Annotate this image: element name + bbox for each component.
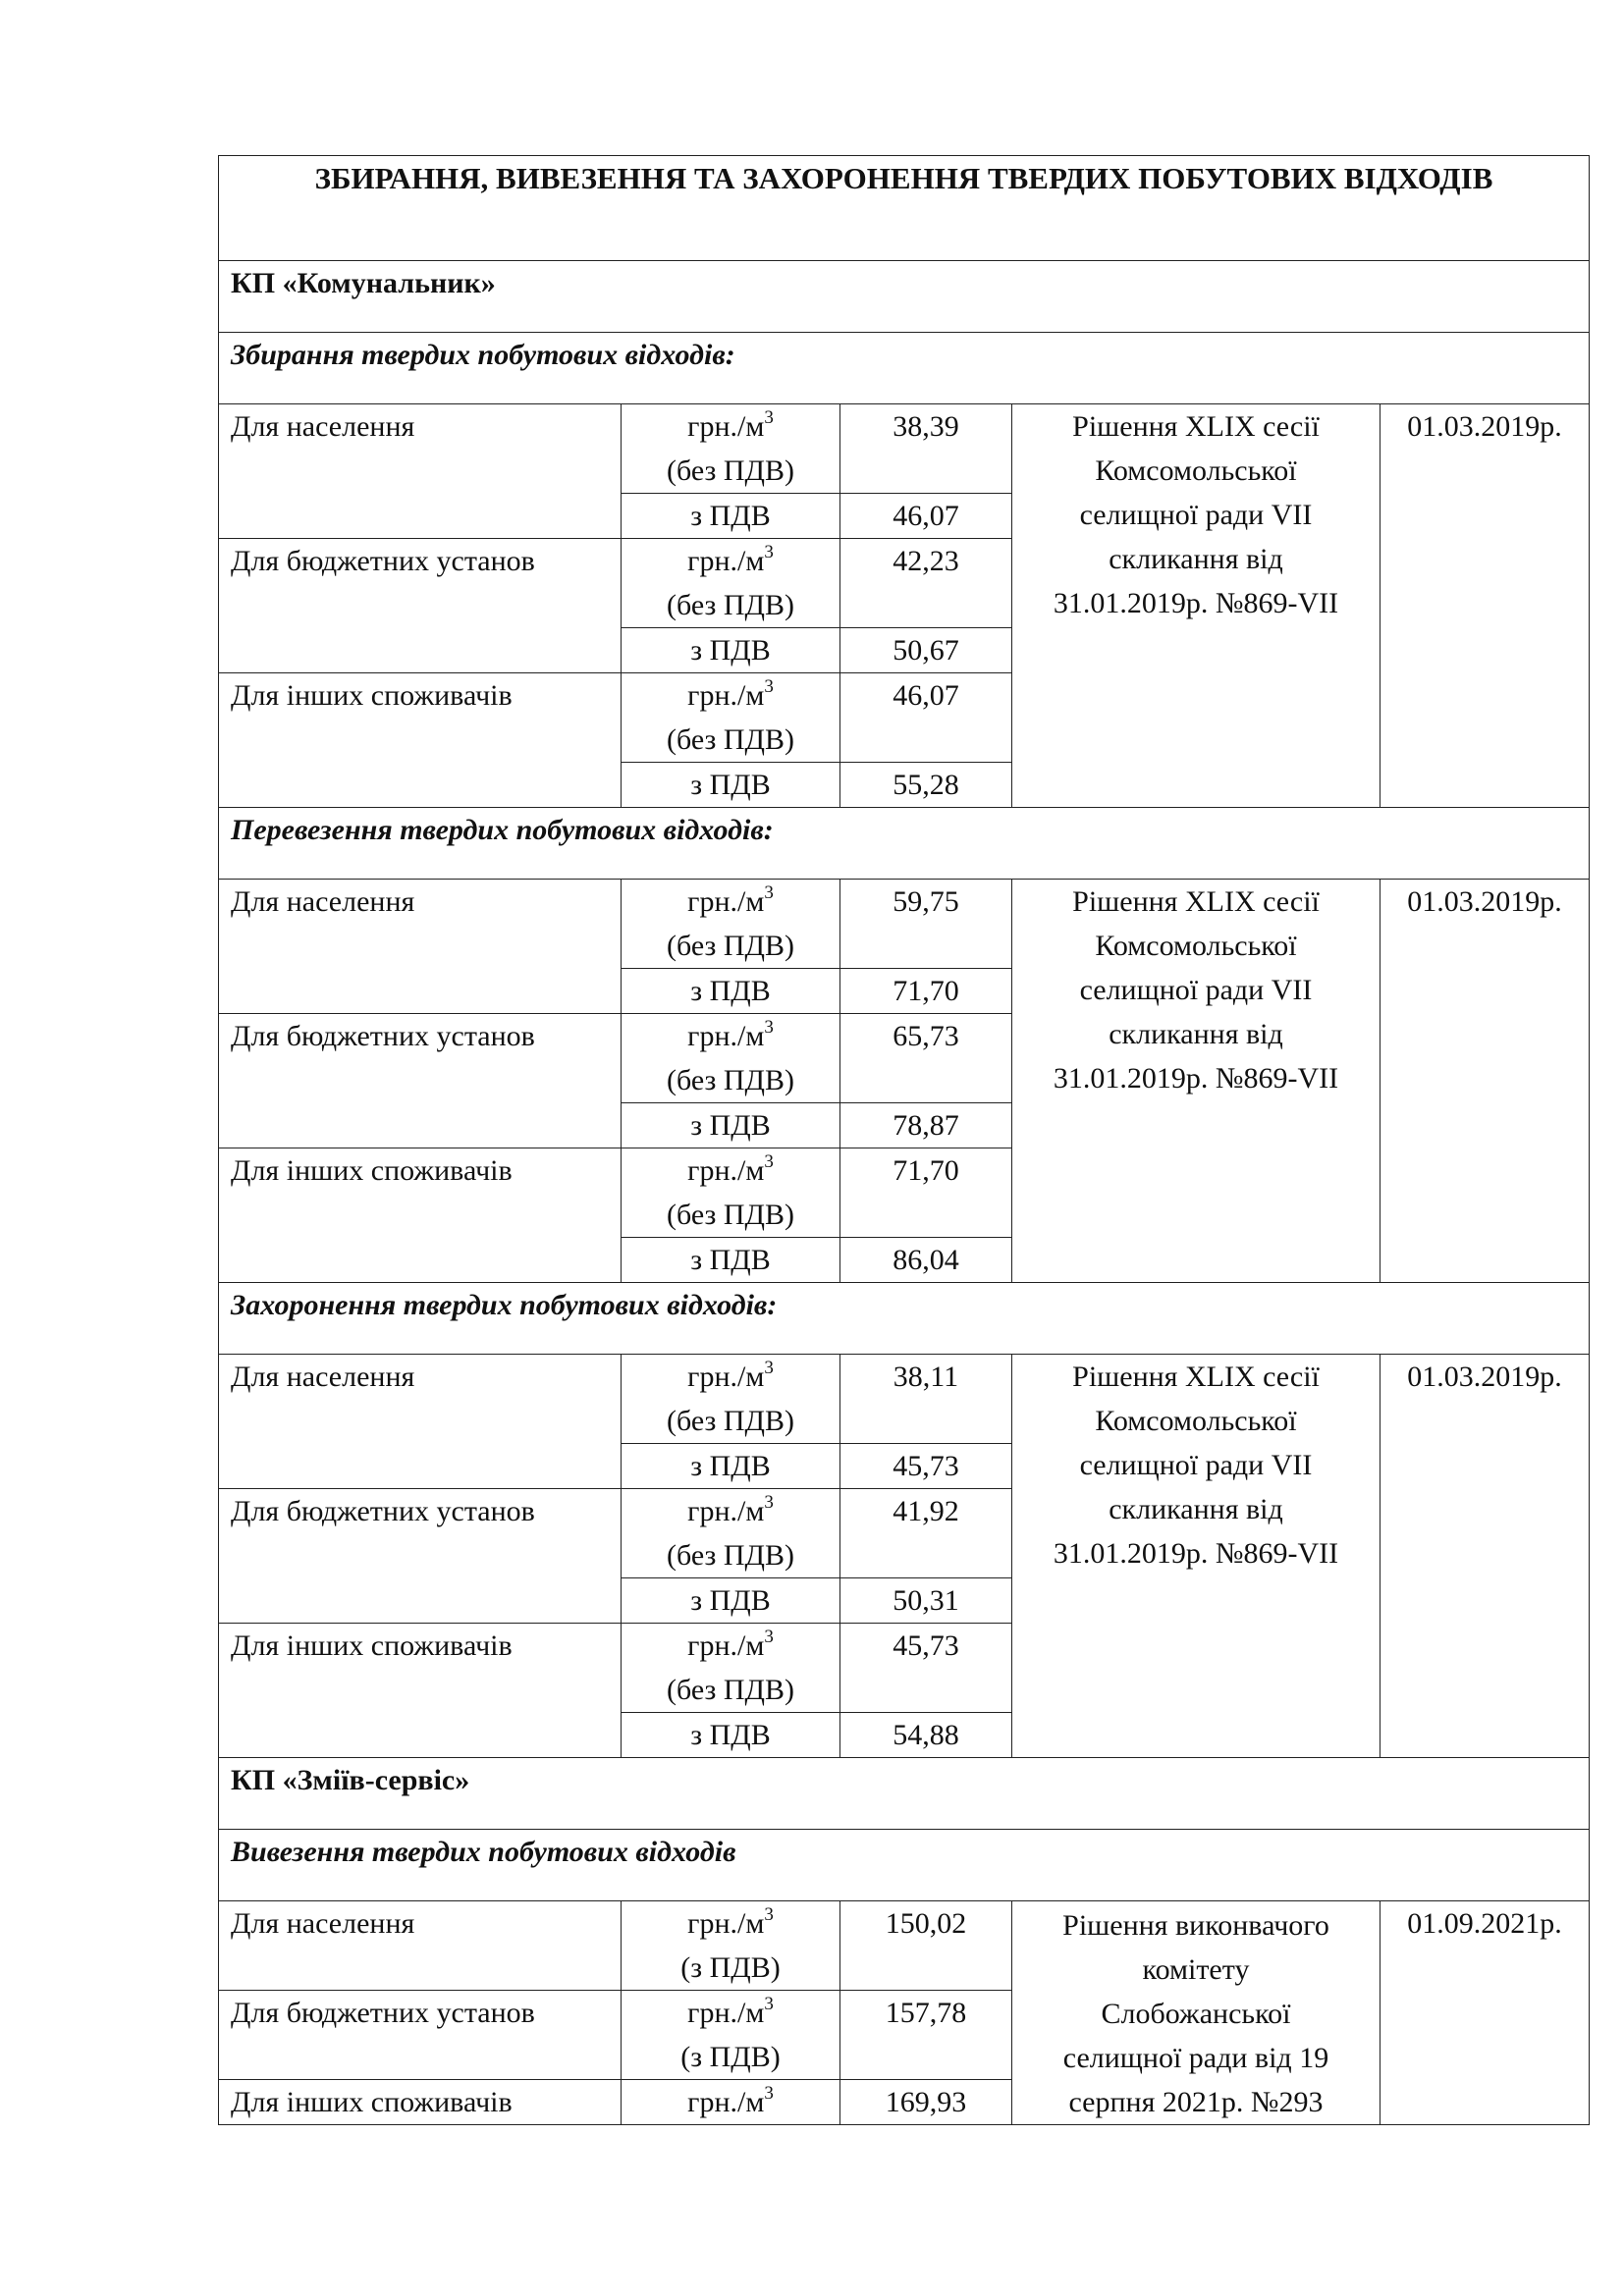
price-no-vat: 45,73 bbox=[840, 1624, 1012, 1713]
consumer-label: Для бюджетних установ bbox=[219, 1014, 622, 1148]
price-with-vat: 54,88 bbox=[840, 1713, 1012, 1758]
vat-label: з ПДВ bbox=[622, 1103, 840, 1148]
tariffs-table bbox=[218, 155, 1590, 2125]
consumer-label: Для населення bbox=[219, 404, 622, 539]
section-row bbox=[219, 1283, 1590, 1355]
price-no-vat: 59,75 bbox=[840, 880, 1012, 969]
unit-cell: $грн./м^3$ (без ПДВ) bbox=[622, 880, 840, 969]
unit-cell: $грн./м^3$ (без ПДВ) bbox=[622, 1148, 840, 1238]
price-with-vat: 157,78 bbox=[840, 1991, 1012, 2080]
effective-date: 01.03.2019р. bbox=[1380, 880, 1590, 1283]
table-title: ЗБИРАННЯ, ВИВЕЗЕННЯ ТА ЗАХОРОНЕННЯ ТВЕРДИХ ПОБУТОВИХ ВІДХОДІВ bbox=[219, 156, 1590, 261]
decision-cell: Рішення XLIX сесії Комсомольської селищної ради VII скликання від 31.01.2019р. №869-VII bbox=[1012, 404, 1380, 808]
price-no-vat: 42,23 bbox=[840, 539, 1012, 628]
price-no-vat: 46,07 bbox=[840, 673, 1012, 763]
consumer-label: Для населення bbox=[219, 880, 622, 1014]
consumer-label: Для населення bbox=[219, 1355, 622, 1489]
unit-cell: $грн./м^3$ (без ПДВ) bbox=[622, 673, 840, 763]
decision-cell: Рішення виконвачого комітету Слобожанської селищної ради від 19 серпня 2021р. №293 bbox=[1012, 1901, 1380, 2125]
org-name: КП «Зміїв-сервіс» bbox=[219, 1758, 1590, 1830]
price-with-vat: 78,87 bbox=[840, 1103, 1012, 1148]
unit-cell: $грн./м^3$ (без ПДВ) bbox=[622, 1014, 840, 1103]
section-title: Перевезення твердих побутових відходів: bbox=[219, 808, 1590, 880]
section-row bbox=[219, 333, 1590, 404]
unit-cell: $грн./м^3$ (з ПДВ) bbox=[622, 1991, 840, 2080]
vat-label: з ПДВ bbox=[622, 494, 840, 539]
price-with-vat: 46,07 bbox=[840, 494, 1012, 539]
vat-label: з ПДВ bbox=[622, 969, 840, 1014]
price-no-vat: 38,39 bbox=[840, 404, 1012, 494]
vat-label: з ПДВ bbox=[622, 1238, 840, 1283]
unit-cell: $грн./м^3$ (без ПДВ) bbox=[622, 539, 840, 628]
section-row bbox=[219, 808, 1590, 880]
unit-cell: $грн./м^3$ (без ПДВ) bbox=[622, 1489, 840, 1578]
decision-cell: Рішення XLIX сесії Комсомольської селищної ради VII скликання від 31.01.2019р. №869-VII bbox=[1012, 1355, 1380, 1758]
vat-label: з ПДВ bbox=[622, 763, 840, 808]
consumer-label: Для інших споживачів bbox=[219, 2080, 622, 2125]
effective-date: 01.09.2021р. bbox=[1380, 1901, 1590, 2125]
price-with-vat: 55,28 bbox=[840, 763, 1012, 808]
effective-date: 01.03.2019р. bbox=[1380, 1355, 1590, 1758]
vat-label: з ПДВ bbox=[622, 1444, 840, 1489]
price-no-vat: 71,70 bbox=[840, 1148, 1012, 1238]
table-row bbox=[219, 1355, 1590, 1444]
price-with-vat: 86,04 bbox=[840, 1238, 1012, 1283]
unit-cell: $грн./м^3$ (без ПДВ) bbox=[622, 404, 840, 494]
consumer-label: Для бюджетних установ bbox=[219, 1489, 622, 1624]
consumer-label: Для інших споживачів bbox=[219, 1624, 622, 1758]
vat-label: з ПДВ bbox=[622, 628, 840, 673]
consumer-label: Для бюджетних установ bbox=[219, 539, 622, 673]
section-title: Захоронення твердих побутових відходів: bbox=[219, 1283, 1590, 1355]
section-row bbox=[219, 1830, 1590, 1901]
effective-date: 01.03.2019р. bbox=[1380, 404, 1590, 808]
consumer-label: Для інших споживачів bbox=[219, 1148, 622, 1283]
consumer-label: Для бюджетних установ bbox=[219, 1991, 622, 2080]
unit-cell: $грн./м^3$ (без ПДВ) bbox=[622, 1624, 840, 1713]
table-row bbox=[219, 880, 1590, 969]
vat-label: з ПДВ bbox=[622, 1713, 840, 1758]
section-title: Вивезення твердих побутових відходів bbox=[219, 1830, 1590, 1901]
decision-cell: Рішення XLIX сесії Комсомольської селищної ради VII скликання від 31.01.2019р. №869-VII bbox=[1012, 880, 1380, 1283]
price-no-vat: 41,92 bbox=[840, 1489, 1012, 1578]
consumer-label: Для інших споживачів bbox=[219, 673, 622, 808]
table-row bbox=[219, 1901, 1590, 1991]
org-row bbox=[219, 261, 1590, 333]
title-row bbox=[219, 156, 1590, 261]
price-with-vat: 169,93 bbox=[840, 2080, 1012, 2125]
vat-label: з ПДВ bbox=[622, 1578, 840, 1624]
price-with-vat: 71,70 bbox=[840, 969, 1012, 1014]
unit-cell: $грн./м^3$ bbox=[622, 2080, 840, 2125]
section-title: Збирання твердих побутових відходів: bbox=[219, 333, 1590, 404]
org-name: КП «Комунальник» bbox=[219, 261, 1590, 333]
price-with-vat: 45,73 bbox=[840, 1444, 1012, 1489]
price-no-vat: 38,11 bbox=[840, 1355, 1012, 1444]
org-row bbox=[219, 1758, 1590, 1830]
table-row bbox=[219, 404, 1590, 494]
consumer-label: Для населення bbox=[219, 1901, 622, 1991]
unit-cell: $грн./м^3$ (без ПДВ) bbox=[622, 1355, 840, 1444]
price-no-vat: 65,73 bbox=[840, 1014, 1012, 1103]
price-with-vat: 50,67 bbox=[840, 628, 1012, 673]
price-with-vat: 150,02 bbox=[840, 1901, 1012, 1991]
unit-cell: $грн./м^3$ (з ПДВ) bbox=[622, 1901, 840, 1991]
price-with-vat: 50,31 bbox=[840, 1578, 1012, 1624]
